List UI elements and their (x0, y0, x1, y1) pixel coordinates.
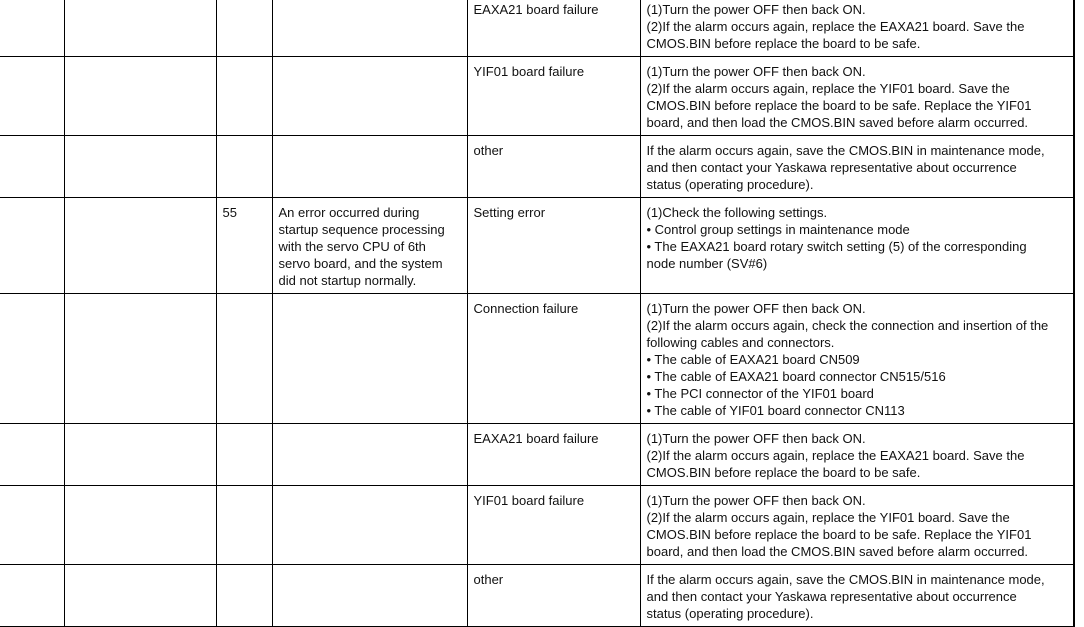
remedy-cell (640, 57, 1074, 136)
remedy-line: and then contact your Yaskawa representative about occurrence (646, 160, 1017, 175)
alarm-name-cell (64, 136, 216, 198)
remedy-line: status (operating procedure). (646, 606, 814, 621)
remedy-line: CMOS.BIN before replace the board to be safe. Replace the YIF01 (646, 98, 1032, 113)
remedy-line: • The cable of EAXA21 board connector CN515/516 (646, 369, 946, 384)
table-row (0, 136, 1074, 198)
remedy-line: • The cable of YIF01 board connector CN113 (646, 403, 905, 418)
meaning-cell (272, 294, 467, 424)
meaning-cell (272, 424, 467, 486)
remedy-cell (640, 424, 1074, 486)
cause-cell: other (467, 565, 640, 627)
table-row (0, 565, 1074, 627)
remedy-line: (2)If the alarm occurs again, check the connection and insertion of the (646, 318, 1049, 333)
sub-code-cell (216, 57, 272, 136)
alarm-name-cell (64, 0, 216, 57)
remedy-line: (1)Turn the power OFF then back ON. (646, 301, 866, 316)
remedy-cell (640, 136, 1074, 198)
alarm-name-cell (64, 57, 216, 136)
cause-cell: EAXA21 board failure (467, 0, 640, 57)
sub-code-cell (216, 565, 272, 627)
meaning-cell (272, 486, 467, 565)
alarm-name-cell (64, 486, 216, 565)
cause-cell: YIF01 board failure (467, 486, 640, 565)
table-row (0, 57, 1074, 136)
remedy-line: If the alarm occurs again, save the CMOS.BIN in maintenance mode, (646, 572, 1045, 587)
remedy-line: and then contact your Yaskawa representative about occurrence (646, 589, 1017, 604)
meaning-cell (272, 0, 467, 57)
cause-cell: other (467, 136, 640, 198)
remedy-line: status (operating procedure). (646, 177, 814, 192)
remedy-cell (640, 294, 1074, 424)
meaning-cell (272, 565, 467, 627)
alarm-number-cell (0, 424, 64, 486)
remedy-line: (2)If the alarm occurs again, replace the EAXA21 board. Save the (646, 19, 1025, 34)
alarm-number-cell (0, 565, 64, 627)
sub-code-cell (216, 424, 272, 486)
table-row (0, 424, 1074, 486)
remedy-line: • Control group settings in maintenance mode (646, 222, 910, 237)
remedy-line: board, and then load the CMOS.BIN saved before alarm occurred. (646, 544, 1029, 559)
alarm-number-cell (0, 198, 64, 294)
remedy-cell (640, 486, 1074, 565)
table-row (0, 198, 1074, 294)
cause-cell: Setting error (467, 198, 640, 294)
alarm-number-cell (0, 0, 64, 57)
table-row (0, 486, 1074, 565)
alarm-name-cell (64, 198, 216, 294)
sub-code-cell (216, 486, 272, 565)
remedy-line: (2)If the alarm occurs again, replace the YIF01 board. Save the (646, 510, 1010, 525)
cause-cell: Connection failure (467, 294, 640, 424)
meaning-cell (272, 57, 467, 136)
remedy-line: (2)If the alarm occurs again, replace the YIF01 board. Save the (646, 81, 1010, 96)
cause-cell: YIF01 board failure (467, 57, 640, 136)
alarm-number-cell (0, 486, 64, 565)
alarm-name-cell (64, 294, 216, 424)
remedy-cell (640, 198, 1074, 294)
remedy-line: (1)Turn the power OFF then back ON. (646, 2, 866, 17)
remedy-line: board, and then load the CMOS.BIN saved before alarm occurred. (646, 115, 1029, 130)
remedy-line: CMOS.BIN before replace the board to be safe. (646, 36, 921, 51)
remedy-line: following cables and connectors. (646, 335, 835, 350)
remedy-line: (2)If the alarm occurs again, replace the EAXA21 board. Save the (646, 448, 1025, 463)
remedy-cell (640, 0, 1074, 57)
remedy-line: If the alarm occurs again, save the CMOS.BIN in maintenance mode, (646, 143, 1045, 158)
cause-cell: EAXA21 board failure (467, 424, 640, 486)
sub-code-cell (216, 0, 272, 57)
remedy-line: • The cable of EAXA21 board CN509 (646, 352, 860, 367)
remedy-line: (1)Turn the power OFF then back ON. (646, 493, 866, 508)
sub-code-cell (216, 294, 272, 424)
alarm-name-cell (64, 565, 216, 627)
remedy-line: CMOS.BIN before replace the board to be safe. (646, 465, 921, 480)
remedy-line: (1)Check the following settings. (646, 205, 828, 220)
remedy-line: (1)Turn the power OFF then back ON. (646, 64, 866, 79)
remedy-line: (1)Turn the power OFF then back ON. (646, 431, 866, 446)
alarm-number-cell (0, 57, 64, 136)
meaning-cell: An error occurred during startup sequence processing with the servo CPU of 6th servo board, and the system did not startup normally. (272, 198, 467, 294)
remedy-cell (640, 565, 1074, 627)
table-row (0, 294, 1074, 424)
alarm-number-cell (0, 136, 64, 198)
remedy-line: • The PCI connector of the YIF01 board (646, 386, 874, 401)
sub-code-cell: 55 (216, 198, 272, 294)
remedy-line: node number (SV#6) (646, 256, 768, 271)
remedy-line: • The EAXA21 board rotary switch setting (5) of the corresponding (646, 239, 1027, 254)
alarm-number-cell (0, 294, 64, 424)
table-row (0, 0, 1074, 57)
alarm-name-cell (64, 424, 216, 486)
meaning-cell (272, 136, 467, 198)
sub-code-cell (216, 136, 272, 198)
remedy-line: CMOS.BIN before replace the board to be safe. Replace the YIF01 (646, 527, 1032, 542)
